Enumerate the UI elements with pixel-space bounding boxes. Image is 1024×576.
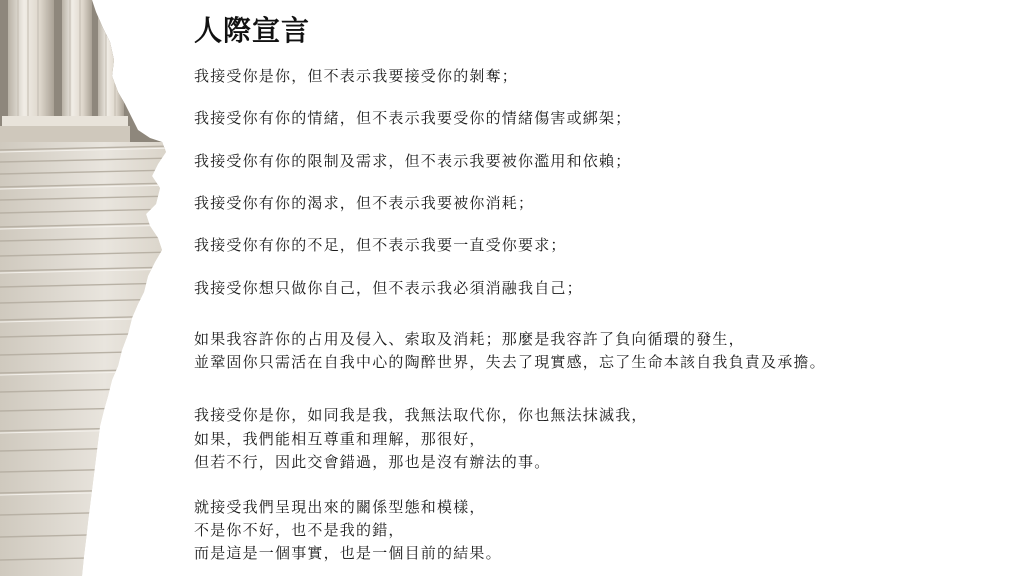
columns-stairs-photo — [0, 0, 175, 576]
paragraph-2-line: 但若不行，因此交會錯過，那也是沒有辦法的事。 — [194, 453, 551, 471]
paragraph-1-line: 並鞏固你只需活在自我中心的陶醉世界，失去了現實感，忘了生命本該自我負責及承擔。 — [194, 353, 826, 371]
paragraph-2-line: 如果，我們能相互尊重和理解，那很好， — [194, 430, 486, 448]
statement-line: 我接受你是你，但不表示我要接受你的剝奪； — [194, 67, 519, 85]
paragraph-3-line: 而是這是一個事實，也是一個目前的結果。 — [194, 544, 502, 562]
paragraph-2-line: 我接受你是你，如同我是我，我無法取代你，你也無法抹滅我， — [194, 406, 648, 424]
page-title: 人際宣言 — [194, 14, 311, 47]
statement-line: 我接受你有你的不足，但不表示我要一直受你要求； — [194, 236, 567, 254]
statement-line: 我接受你有你的限制及需求，但不表示我要被你濫用和依賴； — [194, 152, 632, 170]
paragraph-3-line: 就接受我們呈現出來的關係型態和模樣， — [194, 498, 486, 516]
statement-line: 我接受你想只做你自己，但不表示我必須消融我自己； — [194, 279, 583, 297]
paragraph-3-line: 不是你不好，也不是我的錯， — [194, 521, 405, 539]
paragraph-1-line: 如果我容許你的占用及侵入、索取及消耗；那麼是我容許了負向循環的發生， — [194, 330, 745, 348]
statement-line: 我接受你有你的渴求，但不表示我要被你消耗； — [194, 194, 535, 212]
statement-line: 我接受你有你的情緒，但不表示我要受你的情緒傷害或綁架； — [194, 109, 632, 127]
